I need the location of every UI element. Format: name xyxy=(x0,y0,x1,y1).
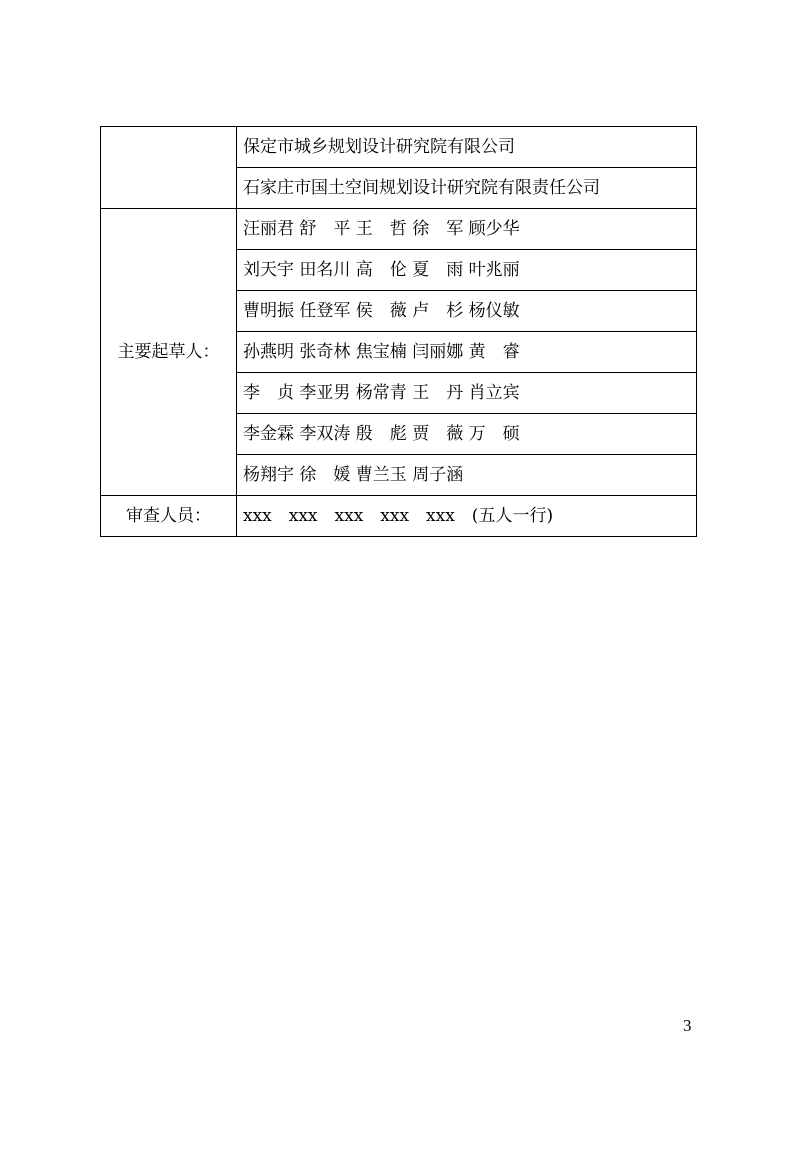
drafter-names: 孙燕明 张奇林 焦宝楠 闫丽娜 黄 睿 xyxy=(237,332,697,373)
reviewer-row xyxy=(101,496,697,537)
drafter-names: 杨翔宇 徐 媛 曹兰玉 周子涵 xyxy=(237,455,697,496)
reviewer-names: xxx xxx xxx xxx xxx (五人一行) xyxy=(237,496,697,537)
drafter-row xyxy=(101,209,697,250)
drafters-label: 主要起草人： xyxy=(101,209,237,496)
organization-name: 保定市城乡规划设计研究院有限公司 xyxy=(237,127,697,168)
reviewers-label: 审查人员： xyxy=(101,496,237,537)
organization-name: 石家庄市国土空间规划设计研究院有限责任公司 xyxy=(237,168,697,209)
drafting-info-table xyxy=(100,126,697,537)
drafter-names: 刘天宇 田名川 高 伦 夏 雨 叶兆丽 xyxy=(237,250,697,291)
drafter-names: 李金霖 李双涛 殷 彪 贾 薇 万 硕 xyxy=(237,414,697,455)
organization-row xyxy=(101,127,697,168)
drafter-names: 汪丽君 舒 平 王 哲 徐 军 顾少华 xyxy=(237,209,697,250)
drafter-names: 曹明振 任登军 侯 薇 卢 杉 杨仪敏 xyxy=(237,291,697,332)
page-number: 3 xyxy=(683,1016,692,1035)
organization-label-cell xyxy=(101,127,237,209)
drafter-names: 李 贞 李亚男 杨常青 王 丹 肖立宾 xyxy=(237,373,697,414)
